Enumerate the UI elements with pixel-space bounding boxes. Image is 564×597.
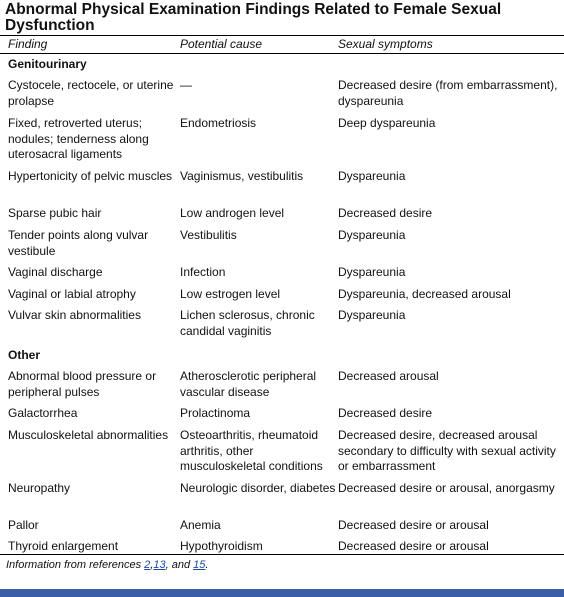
cell-cause: Osteoarthritis, rheumatoid arthritis, other musculoskeletal conditions: [180, 428, 323, 473]
cell-finding: Vaginal or labial atrophy: [8, 287, 136, 301]
cell-symptoms: Dyspareunia: [338, 169, 406, 183]
section-heading-genitourinary: Genitourinary: [8, 57, 87, 71]
footnote-separator: ,: [150, 559, 154, 571]
cell-cause: Neurologic disorder, diabetes: [180, 481, 336, 495]
table-body: [0, 55, 564, 559]
cell-symptoms: Deep dyspareunia: [338, 116, 436, 130]
cell-finding: Galactorrhea: [8, 406, 78, 420]
cell-cause: Atherosclerotic peripheral vascular disease: [180, 369, 317, 399]
footnote-separator: , and: [165, 559, 194, 571]
reference-link-2[interactable]: 2: [144, 559, 151, 571]
cell-finding: Vulvar skin abnormalities: [8, 308, 141, 322]
cell-symptoms: Decreased desire (from embarrassment), dyspareunia: [338, 78, 558, 108]
cell-symptoms: Dyspareunia: [338, 228, 406, 242]
cell-cause: Anemia: [180, 518, 221, 532]
cell-finding: Sparse pubic hair: [8, 206, 102, 220]
header-sexual-symptoms: Sexual symptoms: [338, 37, 433, 51]
cell-finding: Vaginal discharge: [8, 265, 103, 279]
table-row: [0, 518, 564, 539]
table-row: [0, 265, 564, 287]
cell-cause: Vaginismus, vestibulitis: [180, 169, 304, 183]
cell-cause: Low estrogen level: [180, 287, 281, 301]
table-row: [0, 116, 564, 169]
table-row: [0, 206, 564, 228]
header-finding: Finding: [8, 37, 48, 51]
table-row: [0, 406, 564, 428]
cell-cause: Low androgen level: [180, 206, 285, 220]
cell-finding: Abnormal blood pressure or peripheral pulses: [8, 369, 157, 399]
cell-symptoms: Decreased desire, decreased arousal secondary to difficulty with sexual activity or embarrassment: [338, 428, 556, 473]
table-row: [0, 287, 564, 308]
table-row: [0, 228, 564, 265]
cell-finding: Neuropathy: [8, 481, 71, 495]
bottom-accent-bar: [0, 589, 564, 597]
cell-symptoms: Dyspareunia, decreased arousal: [338, 287, 511, 301]
cell-symptoms: Decreased desire or arousal: [338, 539, 489, 553]
cell-symptoms: Decreased arousal: [338, 369, 439, 383]
footnote: [6, 559, 208, 571]
cell-cause: Endometriosis: [180, 116, 257, 130]
footnote-suffix: .: [205, 559, 209, 571]
cell-finding: Hypertonicity of pelvic muscles: [8, 169, 173, 183]
cell-symptoms: Decreased desire: [338, 206, 433, 220]
reference-link-15[interactable]: 15: [193, 559, 206, 571]
cell-symptoms: Decreased desire or arousal, anorgasmy: [338, 481, 555, 495]
footnote-prefix: Information from references: [6, 559, 145, 571]
cell-symptoms: Dyspareunia: [338, 265, 406, 279]
cell-finding: Tender points along vulvar vestibule: [8, 228, 149, 258]
cell-cause: Lichen sclerosus, chronic candidal vaginitis: [180, 308, 315, 338]
cell-finding: Pallor: [8, 518, 39, 532]
cell-finding: Cystocele, rectocele, or uterine prolapse: [8, 78, 174, 108]
cell-cause: Hypothyroidism: [180, 539, 263, 553]
table-row: [0, 78, 564, 116]
cell-finding: Fixed, retroverted uterus; nodules; tenderness along uterosacral ligaments: [8, 116, 149, 161]
table-row: [0, 539, 564, 559]
header-potential-cause: Potential cause: [180, 37, 263, 51]
table-title: Abnormal Physical Examination Findings Related to Female Sexual Dysfunction: [5, 1, 502, 34]
cell-cause: —: [180, 78, 192, 92]
cell-cause: Vestibulitis: [180, 228, 237, 242]
section-heading-other: Other: [8, 348, 41, 362]
cell-symptoms: Decreased desire or arousal: [338, 518, 489, 532]
cell-symptoms: Decreased desire: [338, 406, 433, 420]
table-header: [0, 35, 564, 54]
table-row: [0, 169, 564, 206]
table-row: [0, 308, 564, 345]
cell-cause: Prolactinoma: [180, 406, 251, 420]
cell-symptoms: Dyspareunia: [338, 308, 406, 322]
table-row: [0, 369, 564, 406]
cell-finding: Musculoskeletal abnormalities: [8, 428, 169, 442]
table-bottom-rule: [0, 554, 564, 555]
reference-link-13[interactable]: 13: [153, 559, 166, 571]
cell-finding: Thyroid enlargement: [8, 539, 119, 553]
table-row: [0, 428, 564, 481]
cell-cause: Infection: [180, 265, 226, 279]
table-row: [0, 481, 564, 518]
